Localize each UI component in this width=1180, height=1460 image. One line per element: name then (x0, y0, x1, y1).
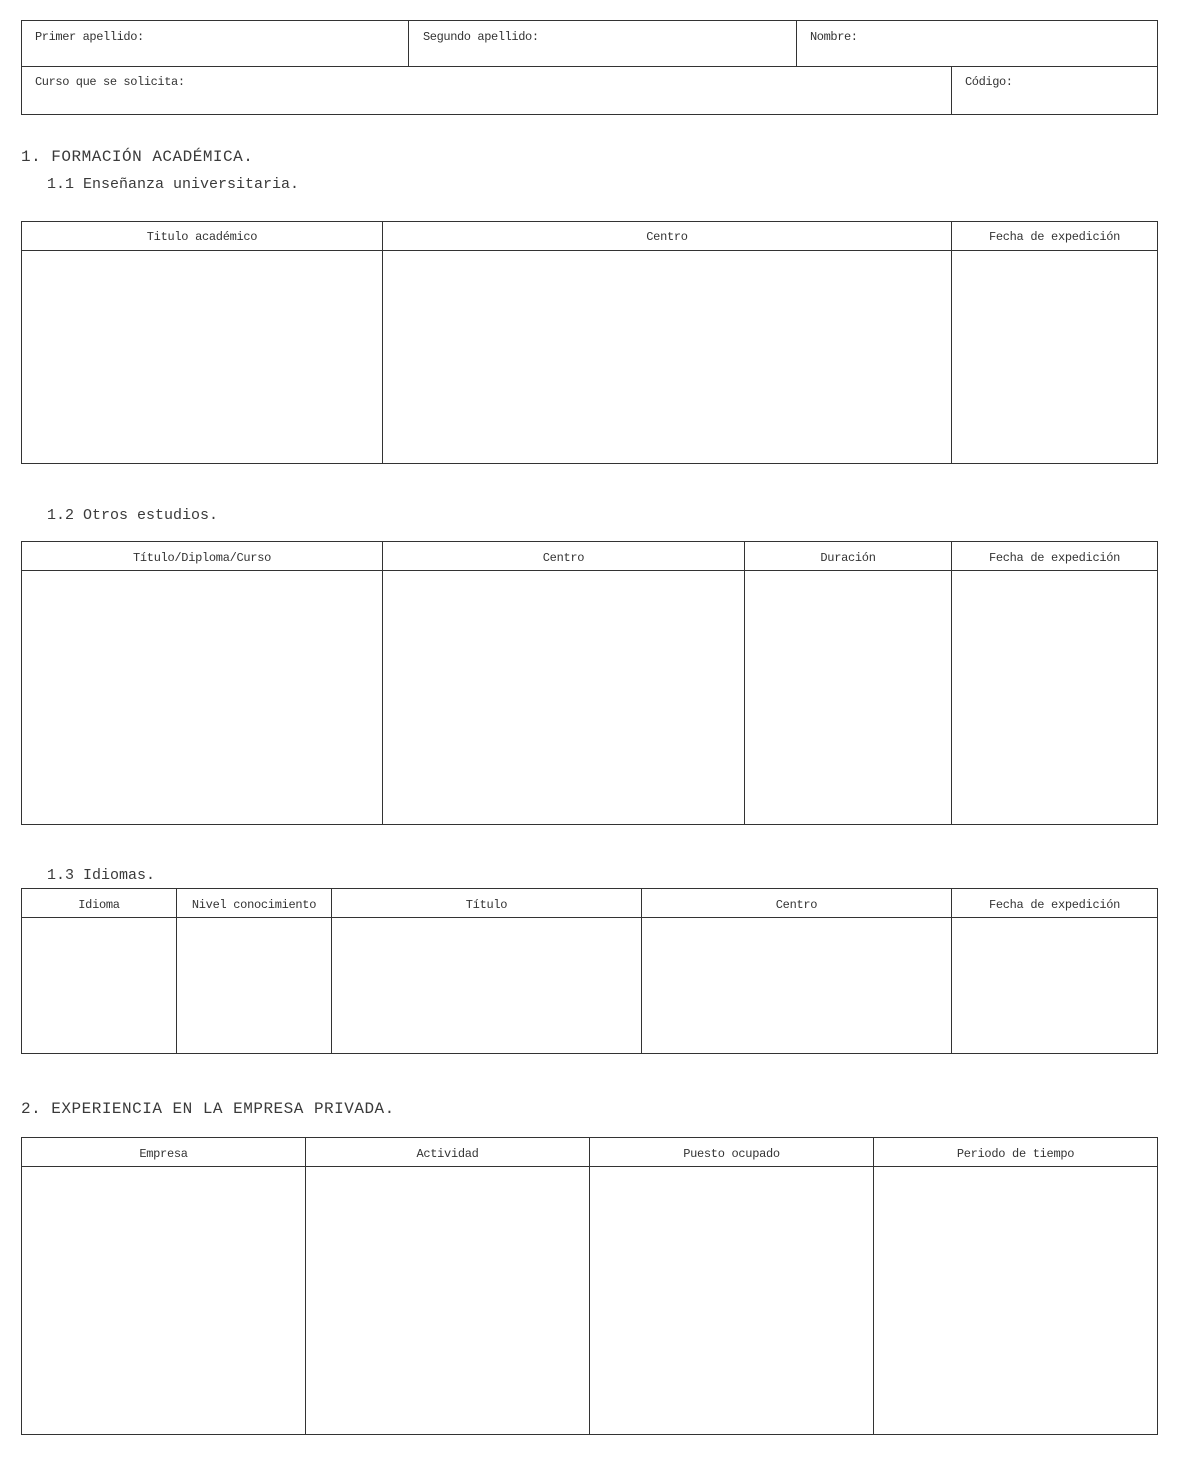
col-titulo-diploma-curso: Título/Diploma/Curso (132, 551, 272, 565)
curso-field[interactable] (22, 67, 951, 114)
fecha-expedicion-cell[interactable] (952, 571, 1157, 824)
centro-cell[interactable] (383, 251, 951, 463)
subsection-1-2-title: 1.2 Otros estudios. (47, 507, 219, 524)
col-idioma: Idioma (78, 898, 120, 912)
primer-apellido-label: Primer apellido: (35, 30, 144, 44)
titulo-academico-cell[interactable] (22, 251, 382, 463)
titulo-cell[interactable] (332, 918, 641, 1053)
centro-cell[interactable] (383, 571, 744, 824)
col-empresa: Empresa (139, 1147, 188, 1161)
subsection-1-1-title: 1.1 Enseñanza universitaria. (47, 176, 300, 193)
codigo-label: Código: (965, 75, 1013, 89)
col-nivel-conocimiento: Nivel conocimiento (191, 898, 317, 912)
codigo-field[interactable] (952, 67, 1157, 114)
segundo-apellido-label: Segundo apellido: (423, 30, 539, 44)
actividad-cell[interactable] (306, 1167, 589, 1434)
col-fecha-expedicion: Fecha de expedición (988, 551, 1121, 565)
col-fecha-expedicion: Fecha de expedición (988, 898, 1121, 912)
col-fecha-expedicion: Fecha de expedición (988, 230, 1121, 244)
duracion-cell[interactable] (745, 571, 951, 824)
col-centro: Centro (775, 898, 818, 912)
col-periodo-tiempo: Periodo de tiempo (956, 1147, 1075, 1161)
col-titulo: Título (465, 898, 508, 912)
fecha-expedicion-cell[interactable] (952, 251, 1157, 463)
empresa-cell[interactable] (22, 1167, 305, 1434)
section-2-title: 2. EXPERIENCIA EN LA EMPRESA PRIVADA. (21, 1100, 395, 1118)
subsection-1-3-title: 1.3 Idiomas. (47, 867, 156, 884)
primer-apellido-field[interactable] (22, 21, 408, 66)
curso-label: Curso que se solicita: (35, 75, 185, 89)
col-puesto-ocupado: Puesto ocupado (683, 1147, 780, 1161)
col-centro: Centro (542, 551, 585, 565)
idioma-cell[interactable] (22, 918, 176, 1053)
section-1-title: 1. FORMACIÓN ACADÉMICA. (21, 148, 254, 166)
nombre-field[interactable] (797, 21, 1157, 66)
puesto-ocupado-cell[interactable] (590, 1167, 873, 1434)
periodo-tiempo-cell[interactable] (874, 1167, 1157, 1434)
nombre-label: Nombre: (810, 30, 858, 44)
segundo-apellido-field[interactable] (409, 21, 796, 66)
col-actividad: Actividad (416, 1147, 479, 1161)
titulo-diploma-cell[interactable] (22, 571, 382, 824)
col-duracion: Duración (820, 551, 876, 565)
col-titulo-academico: Titulo académico (146, 230, 258, 244)
centro-cell[interactable] (642, 918, 951, 1053)
nivel-conocimiento-cell[interactable] (177, 918, 331, 1053)
col-centro: Centro (646, 230, 688, 244)
fecha-expedicion-cell[interactable] (952, 918, 1157, 1053)
